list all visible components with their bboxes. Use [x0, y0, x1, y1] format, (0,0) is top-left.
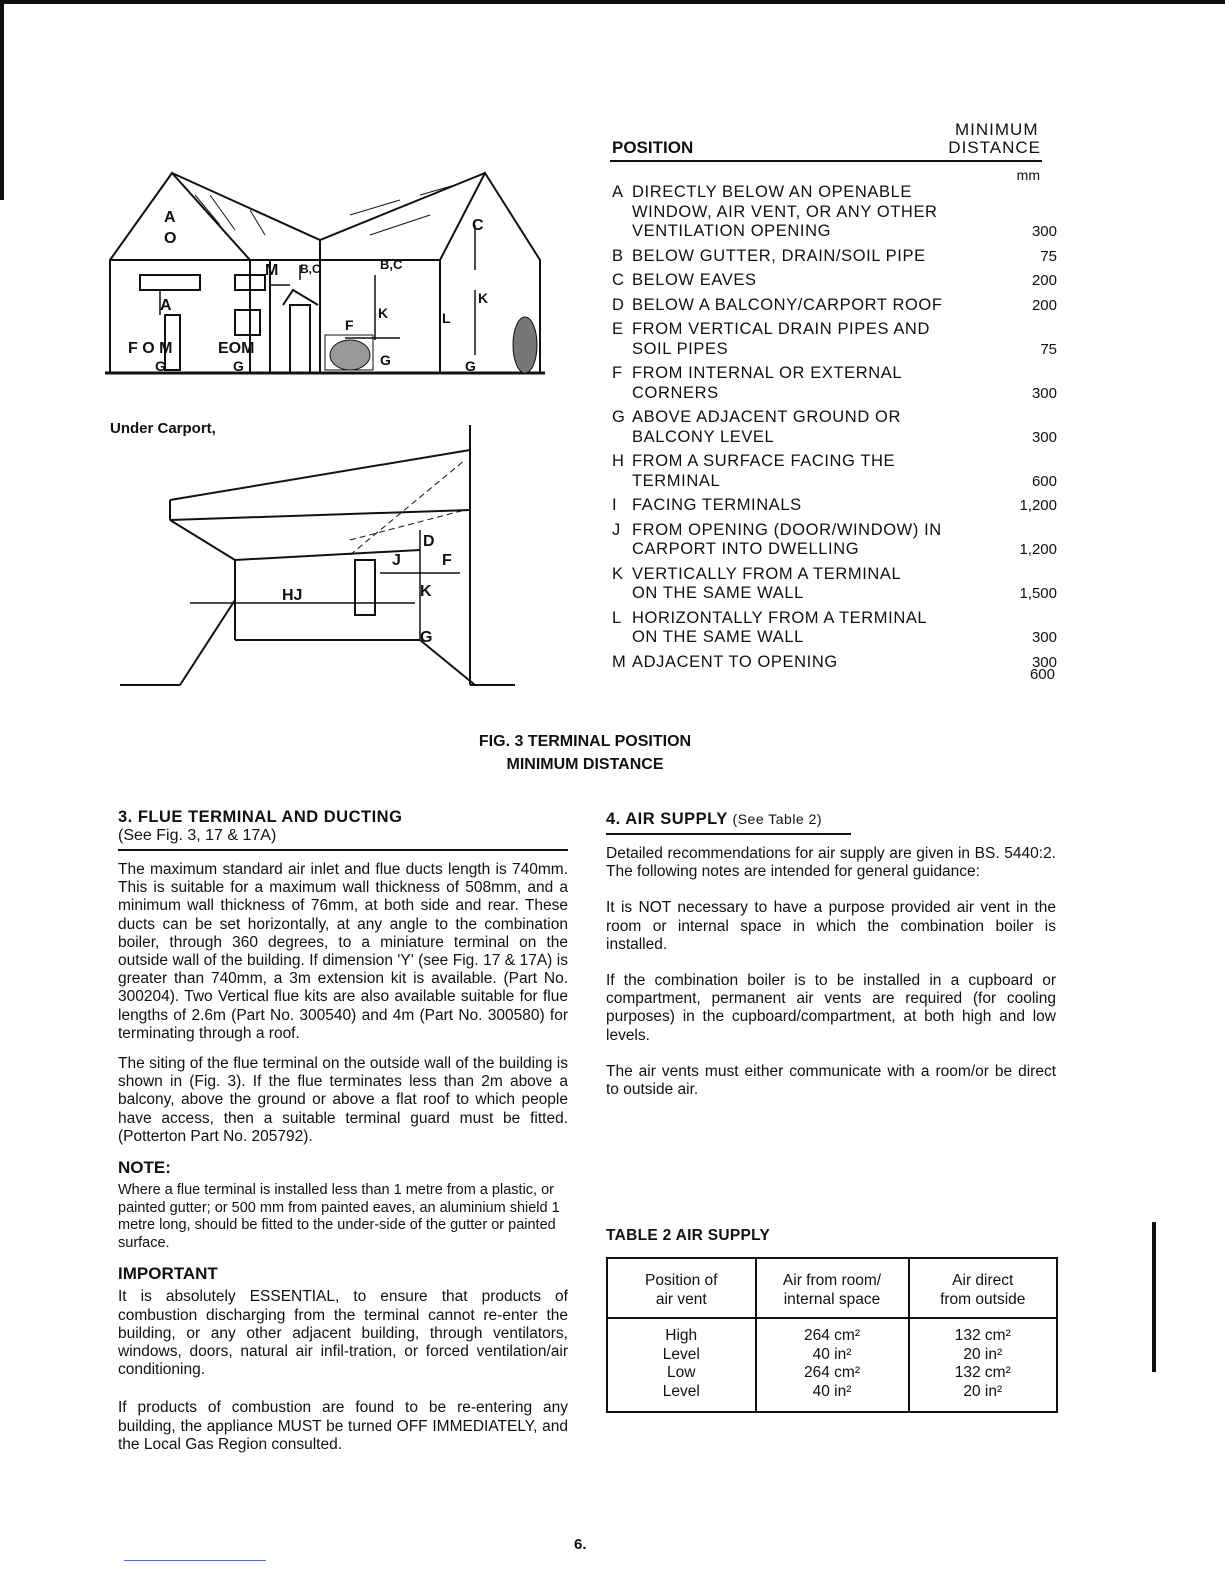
unit-label: mm — [1016, 167, 1040, 183]
position-value: 200 — [1031, 296, 1057, 314]
position-extra-value: 600 — [1029, 666, 1055, 683]
position-letter: C — [612, 271, 625, 289]
label-f: F — [345, 317, 354, 333]
position-row-g — [612, 408, 1072, 447]
label-g-left: G — [155, 358, 166, 374]
position-letter: K — [612, 564, 624, 583]
section4-title-ref: (See Table 2) — [732, 811, 823, 827]
table-row — [607, 1318, 1057, 1412]
cell-room-values: 264 cm² 40 in² 264 cm² 40 in² — [756, 1318, 909, 1412]
carport-label-j: J — [392, 552, 401, 569]
carport-label-f: F — [442, 552, 452, 569]
position-row-i — [612, 496, 1072, 516]
position-letter: G — [612, 408, 626, 426]
position-text: HORIZONTALLY FROM A TERMINAL ON THE SAME WALL — [632, 608, 928, 646]
label-g-right: G — [465, 358, 476, 374]
section3-para2: The siting of the flue terminal on the outside wall of the building is shown in (Fig. 3). If the flue terminates less than 2m above a balcony, above the ground or above a flat roof to which people have access, then a suitable terminal guard must be fitted. (Potterton Part No. 205792). — [118, 1055, 568, 1145]
position-text: FROM A SURFACE FACING THE TERMINAL — [632, 452, 896, 490]
position-text: BELOW A BALCONY/CARPORT ROOF — [632, 295, 943, 314]
bottom-rule — [124, 1560, 266, 1561]
position-text: BELOW GUTTER, DRAIN/SOIL PIPE — [632, 246, 926, 265]
section4-title: 4. AIR SUPPLY — [606, 810, 728, 828]
position-letter: L — [612, 608, 622, 627]
header-minimum: MINIMUM — [955, 120, 1039, 139]
important-text: It is absolutely ESSENTIAL, to ensure that products of combustion discharging from the terminal cannot re-enter the building, or any other adjacent building, through ventilators, windows, doors, natural air infil-tration, or forced ventilation/air conditioning. — [118, 1288, 568, 1379]
label-g-carport: G — [380, 352, 391, 368]
header-position: POSITION — [612, 138, 694, 157]
label-bc-2: B,C — [380, 257, 403, 272]
position-letter: D — [612, 295, 625, 314]
house-diagram — [100, 165, 550, 385]
section3-title: 3. FLUE TERMINAL AND DUCTING — [118, 808, 403, 826]
section-air-supply — [606, 810, 1056, 1111]
position-row-c — [612, 271, 1072, 291]
position-letter: H — [612, 452, 625, 470]
carport-label-hj: HJ — [282, 587, 303, 604]
position-value: 300 — [1031, 653, 1057, 671]
position-row-f — [612, 364, 1072, 403]
label-g-mid: G — [233, 358, 244, 374]
carport-label-d: D — [423, 533, 435, 550]
position-list — [612, 183, 1072, 677]
position-letter: A — [612, 183, 624, 201]
label-fom: F O M — [128, 340, 173, 357]
position-value: 75 — [1040, 340, 1057, 358]
carport-label-g: G — [420, 629, 433, 646]
air-supply-table — [606, 1257, 1058, 1413]
position-letter: M — [612, 652, 627, 671]
position-row-h — [612, 452, 1072, 491]
position-text: ABOVE ADJACENT GROUND OR BALCONY LEVEL — [632, 408, 901, 446]
section4-para2: It is NOT necessary to have a purpose provided air vent in the room or internal space in which the combination boiler is installed. — [606, 899, 1056, 953]
position-text: FACING TERMINALS — [632, 496, 802, 514]
position-row-j — [612, 521, 1072, 560]
position-letter: B — [612, 246, 624, 265]
label-m: M — [265, 262, 279, 279]
note-heading: NOTE: — [118, 1158, 171, 1178]
position-row-d — [612, 296, 1072, 316]
section4-title-line — [606, 810, 1056, 829]
cell-vent-levels: High Level Low Level — [607, 1318, 756, 1412]
position-value: 300 — [1031, 384, 1057, 402]
position-row-k — [612, 565, 1072, 604]
roof-ridge — [172, 173, 485, 240]
position-text: FROM OPENING (DOOR/WINDOW) IN CARPORT INTO DWELLING — [632, 520, 942, 558]
header-rule — [610, 160, 1042, 162]
cell-outside-values: 132 cm² 20 in² 132 cm² 20 in² — [909, 1318, 1058, 1412]
label-c: C — [472, 217, 484, 234]
section-flue-terminal — [118, 808, 568, 1466]
section4-para3: If the combination boiler is to be installed in a cupboard or compartment, permanent air vents are required (for cooling purposes) in the cupboard/compartment, at both high and low levels. — [606, 972, 1056, 1044]
header-position-of-vent: Position of air vent — [607, 1258, 756, 1318]
section4-para4: The air vents must either communicate with a room/or be direct to outside air. — [606, 1062, 1056, 1099]
carport-diagram — [120, 420, 520, 690]
position-text: FROM VERTICAL DRAIN PIPES AND SOIL PIPES — [632, 320, 930, 358]
position-letter: F — [612, 364, 623, 382]
note-text: Where a flue terminal is installed less than 1 metre from a plastic, or painted gutter; or 500 mm from painted eaves, an aluminium shield 1 metre long, should be fitted to the under-side of the gutter or painted surface. — [118, 1182, 560, 1251]
page-left-border — [0, 0, 4, 200]
carport-label: Under Carport, — [110, 420, 216, 437]
position-row-a — [612, 183, 1072, 242]
position-letter: J — [612, 520, 621, 539]
label-a: A — [160, 297, 172, 314]
section3-para1: The maximum standard air inlet and flue ducts length is 740mm. This is suitable for a maximum wall thickness of 508mm, and a minimum wall thickness of 76mm, at both side and rear. These ducts can be set horizontally, at any angle to the combination boiler, through 360 degrees, to a miniature terminal on the outside wall of the building. If dimension 'Y' (see Fig. 17 & 17A) is greater than 740mm, a 3m extension kit is available. (Part No. 300204). Two Vertical flue kits are also available suitable for flue lengths of 2.6m (Part No. 300540) and 4m (Part No. 300580) for terminating through a roof. — [118, 861, 568, 1042]
header-air-from-room: Air from room/ internal space — [756, 1258, 909, 1318]
position-row-e — [612, 320, 1072, 359]
page-number: 6. — [574, 1536, 587, 1553]
label-bc: B,C — [300, 262, 321, 276]
carport-label-k: K — [420, 583, 432, 600]
position-value: 75 — [1040, 247, 1057, 265]
position-value: 1,200 — [1019, 497, 1057, 514]
figure-caption-line1: FIG. 3 TERMINAL POSITION — [478, 733, 692, 750]
position-text: VERTICALLY FROM A TERMINAL ON THE SAME WALL — [632, 564, 902, 602]
position-value: 600 — [1031, 472, 1057, 490]
section4-rule — [606, 833, 851, 835]
page-top-border — [0, 0, 1225, 4]
position-value: 1,500 — [1019, 585, 1057, 602]
label-a-roof: A — [164, 209, 176, 226]
table-header-row — [607, 1258, 1057, 1318]
tree-icon — [330, 317, 537, 373]
final-text: If products of combustion are found to be re-entering any building, the appliance MUST be turned OFF IMMEDIATELY, and the Local Gas Region consulted. — [118, 1399, 568, 1453]
figure-caption-line2: MINIMUM DISTANCE — [506, 756, 664, 773]
position-letter: I — [612, 496, 618, 514]
section3-rule — [118, 849, 568, 851]
position-text: DIRECTLY BELOW AN OPENABLE WINDOW, AIR VENT, OR ANY OTHER VENTILATION OPENING — [632, 183, 938, 240]
label-k: K — [378, 305, 389, 321]
label-o-roof: O — [164, 230, 177, 247]
position-text: ADJACENT TO OPENING — [632, 652, 838, 671]
label-k-2: K — [478, 290, 489, 306]
section4-para1: Detailed recommendations for air supply are given in BS. 5440:2. The following notes are intended for general guidance: — [606, 845, 1056, 881]
position-value: 300 — [1031, 223, 1057, 240]
header-distance: DISTANCE — [948, 138, 1041, 157]
position-text: BELOW EAVES — [632, 271, 757, 289]
position-row-b — [612, 247, 1072, 267]
position-value: 300 — [1031, 629, 1057, 646]
position-row-l — [612, 609, 1072, 648]
table2-title: TABLE 2 AIR SUPPLY — [606, 1227, 771, 1244]
position-value: 200 — [1031, 272, 1057, 289]
section3-subtitle: (See Fig. 3, 17 & 17A) — [118, 827, 277, 844]
header-air-from-outside: Air direct from outside — [909, 1258, 1058, 1318]
position-value: 1,200 — [1019, 541, 1057, 558]
position-letter: E — [612, 320, 624, 338]
position-value: 300 — [1031, 428, 1057, 446]
important-heading: IMPORTANT — [118, 1264, 218, 1284]
margin-mark — [1152, 1222, 1156, 1372]
position-text: FROM INTERNAL OR EXTERNAL CORNERS — [632, 364, 903, 402]
label-l: L — [442, 310, 451, 326]
label-eom: EOM — [218, 340, 255, 357]
